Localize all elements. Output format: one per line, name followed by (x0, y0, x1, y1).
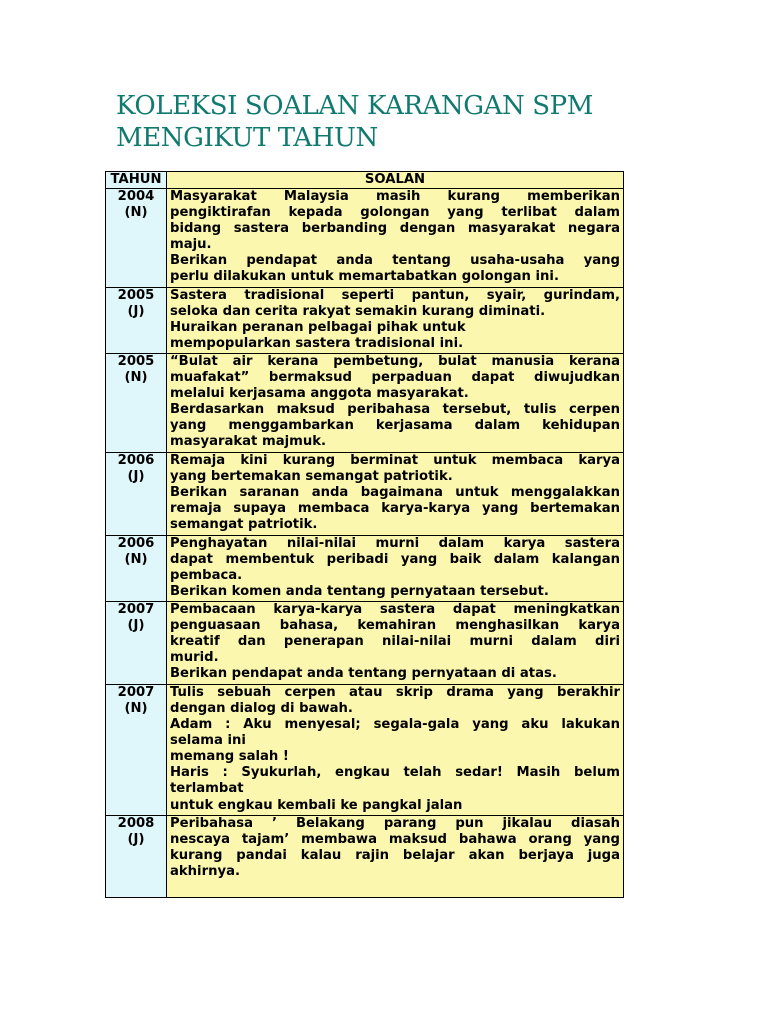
table-row (106, 452, 624, 535)
year-cell (106, 601, 167, 684)
question-line: penguasaan bahasa, kemahiran menghasilkan karya (170, 617, 620, 633)
exam-code: (N) (124, 700, 148, 716)
document-title (116, 90, 716, 154)
question-line: Sastera tradisional seperti pantun, syair, gurindam, (170, 287, 620, 303)
question-cell (167, 452, 624, 535)
table-row (106, 287, 624, 353)
table-row (106, 815, 624, 897)
exam-code: (N) (124, 205, 148, 221)
year-value: 2005 (117, 287, 155, 303)
question-line: mempopularkan sastera tradisional ini. (170, 335, 464, 351)
year-value: 2007 (117, 601, 155, 617)
exam-code: (J) (127, 303, 145, 319)
question-cell (167, 287, 624, 353)
year-cell (106, 684, 167, 815)
question-cell (167, 189, 624, 288)
question-line: masyarakat majmuk. (170, 434, 327, 450)
exam-code: (J) (127, 468, 145, 484)
question-cell (167, 815, 624, 897)
year-cell (106, 452, 167, 535)
question-line: remaja supaya membaca karya-karya yang bertemakan (170, 500, 620, 516)
question-line: Masyarakat Malaysia masih kurang memberikan (170, 189, 620, 204)
year-value: 2007 (117, 684, 155, 700)
question-line: Berikan komen anda tentang pernyataan tersebut. (170, 583, 549, 599)
question-line: Berikan pendapat anda tentang pernyataan di atas. (170, 666, 557, 682)
question-line: seloka dan cerita rakyat semakin kurang diminati. (170, 303, 546, 319)
question-line: kurang pandai kalau rajin belajar akan berjaya juga (170, 847, 620, 863)
question-line: pengiktirafan kepada golongan yang terlibat dalam (170, 205, 620, 221)
question-line: murid. (170, 650, 219, 666)
question-line: Berikan pendapat anda tentang usaha-usaha yang (170, 253, 620, 269)
question-line: Haris : Syukurlah, engkau telah sedar! Masih belum (170, 765, 620, 781)
table-row (106, 353, 624, 452)
question-line: Huraikan peranan pelbagai pihak untuk (170, 319, 466, 335)
question-cell (167, 684, 624, 815)
question-line: kreatif dan penerapan nilai-nilai murni dalam diri (170, 634, 620, 650)
question-line: yang menggambarkan kerjasama dalam kehidupan (170, 418, 620, 434)
table-row (106, 684, 624, 815)
question-line: terlambat (170, 781, 244, 797)
year-cell (106, 287, 167, 353)
table-row (106, 535, 624, 601)
year-cell (106, 353, 167, 452)
question-line: akhirnya. (170, 863, 240, 879)
question-line: Berdasarkan maksud peribahasa tersebut, tulis cerpen (170, 402, 620, 418)
question-cell (167, 601, 624, 684)
year-cell (106, 189, 167, 288)
question-line: Adam : Aku menyesal; segala-gala yang aku lakukan (170, 717, 620, 733)
table-row (106, 601, 624, 684)
question-line: yang bertemakan semangat patriotik. (170, 468, 453, 484)
question-line: Penghayatan nilai-nilai murni dalam karya sastera (170, 535, 620, 551)
question-line: melalui kerjasama anggota masyarakat. (170, 386, 469, 402)
question-cell (167, 353, 624, 452)
question-cell (167, 535, 624, 601)
question-line: bidang sastera berbanding dengan masyarakat negara (170, 221, 620, 237)
essay-questions-table (105, 171, 624, 898)
year-value: 2006 (117, 452, 155, 468)
year-value: 2008 (117, 815, 155, 831)
exam-code: (N) (124, 370, 148, 386)
question-line: Berikan saranan anda bagaimana untuk menggalakkan (170, 484, 620, 500)
question-line: pembaca. (170, 567, 243, 583)
table-body (106, 189, 624, 898)
question-line: semangat patriotik. (170, 516, 318, 532)
question-line: untuk engkau kembali ke pangkal jalan (170, 797, 463, 813)
year-value: 2004 (117, 189, 155, 204)
question-line: memang salah ! (170, 749, 289, 765)
title-line-1: KOLEKSI SOALAN KARANGAN SPM (116, 91, 593, 121)
question-line: nescaya tajam’ membawa maksud bahawa orang yang (170, 831, 620, 847)
question-line: Pembacaan karya-karya sastera dapat meningkatkan (170, 601, 620, 617)
question-line: perlu dilakukan untuk memartabatkan golongan ini. (170, 269, 559, 285)
question-line: dapat membentuk peribadi yang baik dalam kalangan (170, 551, 620, 567)
question-line: “Bulat air kerana pembetung, bulat manusia kerana (170, 353, 620, 369)
year-cell (106, 815, 167, 897)
year-value: 2006 (117, 535, 155, 551)
exam-code: (J) (127, 617, 145, 633)
question-line: selama ini (170, 733, 246, 749)
header-question: SOALAN (167, 172, 624, 189)
header-year: TAHUN (106, 172, 167, 189)
year-cell (106, 535, 167, 601)
exam-code: (N) (124, 551, 148, 567)
question-line: maju. (170, 237, 212, 253)
question-line: Peribahasa ’ Belakang parang pun jikalau diasah (170, 815, 620, 831)
table-row (106, 189, 624, 288)
exam-code: (J) (127, 831, 145, 847)
table-header-row (106, 172, 624, 189)
question-line: Remaja kini kurang berminat untuk membaca karya (170, 452, 620, 468)
question-line: Tulis sebuah cerpen atau skrip drama yang berakhir (170, 684, 620, 700)
question-line: muafakat” bermaksud perpaduan dapat diwujudkan (170, 370, 620, 386)
title-line-2: MENGIKUT TAHUN (116, 123, 378, 153)
question-line: dengan dialog di bawah. (170, 700, 353, 716)
year-value: 2005 (117, 353, 155, 369)
